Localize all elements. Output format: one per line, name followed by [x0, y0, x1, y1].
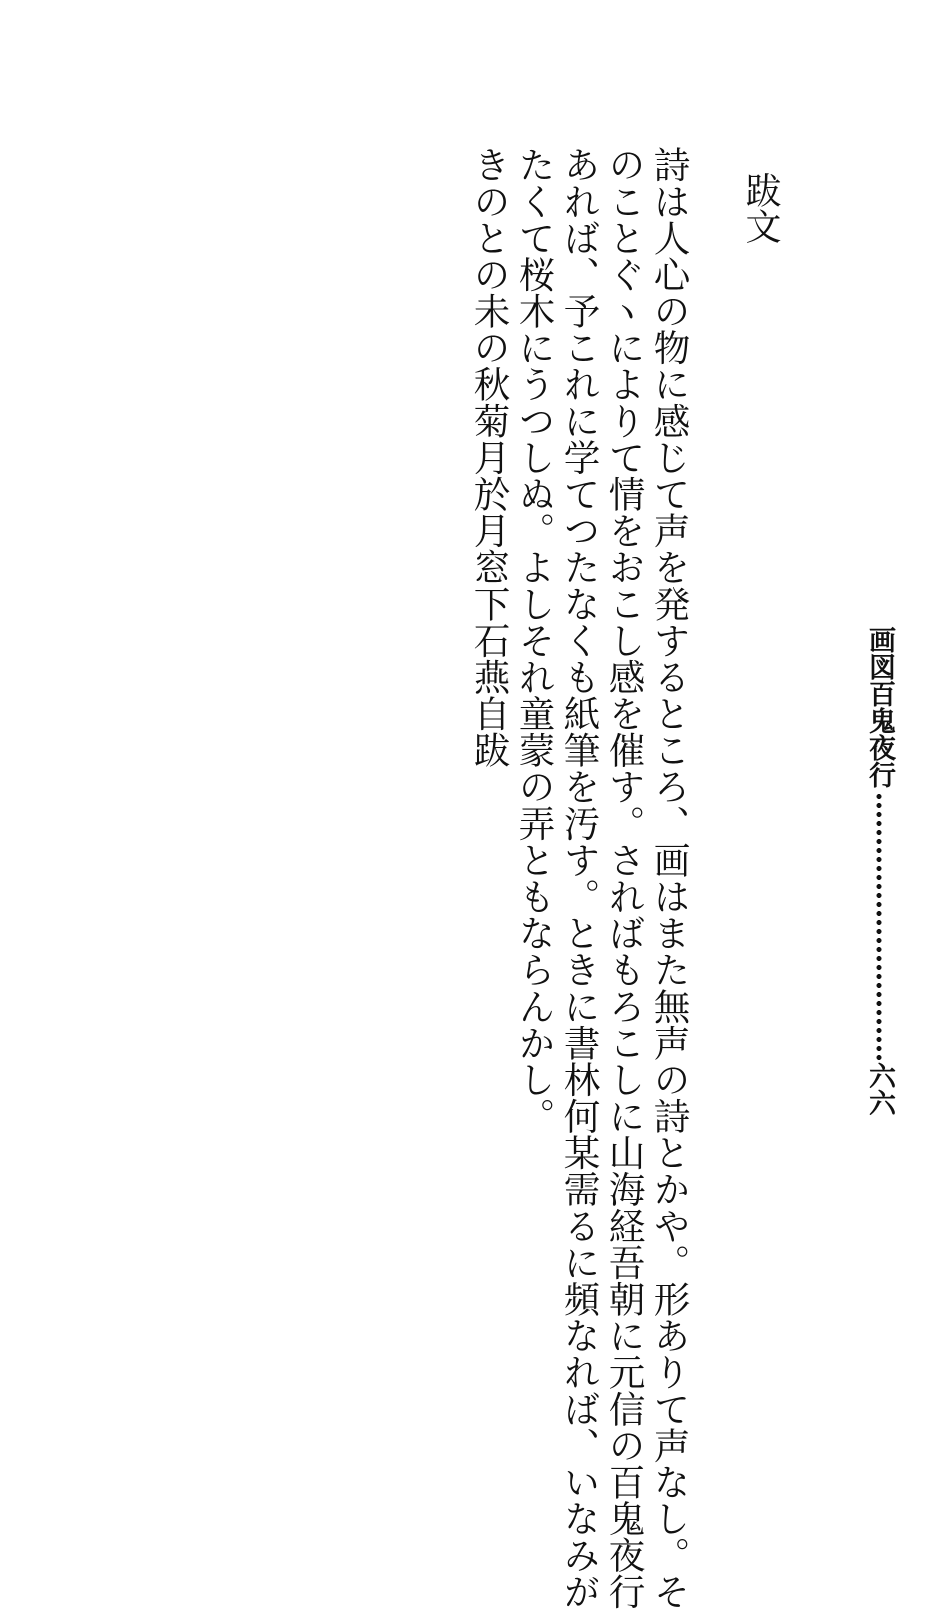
running-head-title: 画図百鬼夜行 — [864, 626, 895, 788]
text-line: のことぐヽによりて情をおこし感を催す。さればもろこしに山海経吾朝に元信の百鬼夜行 — [603, 146, 646, 1610]
colophon-line: きのとの未の秋菊月於月窓下石燕自跋 — [468, 146, 511, 769]
text-line: あれば、予これに学てつたなくも紙筆を汚す。ときに書林何某需るに頻なれば、いなみが — [558, 146, 601, 1610]
page-number: 六六 — [864, 1062, 895, 1116]
text-line: 詩は人心の物に感じて声を発するところ、画はまた無声の詩とかや。形ありて声なし。そ — [648, 146, 691, 1610]
dot-leader — [876, 792, 882, 1060]
section-title: 跋文 — [740, 172, 781, 244]
text-line: たくて桜木にうつしぬ。よしそれ童蒙の弄ともならんかし。 — [513, 146, 556, 1134]
running-head — [864, 626, 894, 1116]
